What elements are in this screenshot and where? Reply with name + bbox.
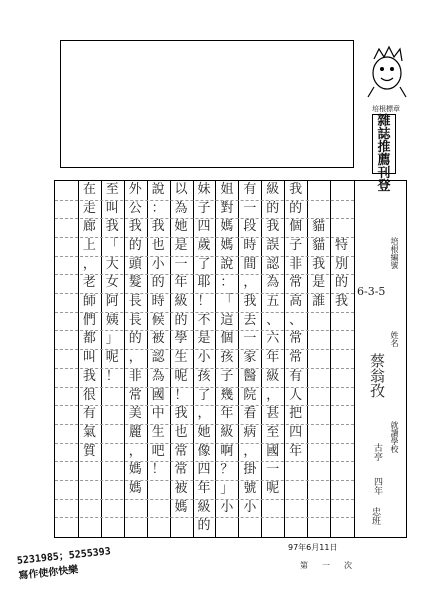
teacher-comment-box	[60, 40, 354, 168]
manuscript-char: 「	[105, 238, 119, 254]
manuscript-char: 有	[243, 182, 257, 197]
manuscript-char: 媽	[174, 499, 188, 515]
manuscript-char: 都	[82, 331, 96, 347]
manuscript-char: 國	[151, 387, 165, 403]
manuscript-char: 在	[82, 182, 96, 197]
manuscript-char: 時	[243, 238, 257, 254]
manuscript-char: ：	[220, 275, 234, 291]
manuscript-char: 、	[289, 312, 303, 328]
manuscript-char: 我	[243, 294, 257, 310]
manuscript-char: 的	[266, 200, 280, 216]
stamp-char: 推	[377, 140, 391, 155]
manuscript-char: 我	[105, 219, 119, 235]
grid-column-line	[101, 181, 102, 537]
grid-column-line	[238, 181, 239, 537]
stamp-char: 薦	[377, 153, 391, 168]
manuscript-char: 啊	[220, 443, 234, 459]
manuscript-char: 醫	[243, 368, 257, 384]
manuscript-char: 呢	[105, 350, 119, 366]
manuscript-char: 常	[289, 350, 303, 366]
manuscript-char: 常	[289, 331, 303, 347]
manuscript-char: 、	[266, 312, 280, 328]
recommend-stamp	[372, 114, 396, 194]
manuscript-char: 媽	[220, 219, 234, 235]
manuscript-char: 年	[220, 406, 234, 422]
manuscript-char: 幾	[220, 387, 234, 403]
manuscript-char: 姨	[105, 312, 119, 328]
stamp-slogan: 寫作使你快樂	[17, 564, 79, 582]
manuscript-char: 很	[82, 387, 96, 403]
grade-value: 四年	[372, 477, 382, 495]
manuscript-char: 了	[197, 256, 211, 272]
manuscript-char: 吧	[151, 443, 165, 459]
manuscript-char: ，	[128, 350, 142, 366]
manuscript-char: 小	[151, 256, 165, 272]
manuscript-char: 叫	[105, 200, 119, 216]
manuscript-char: 病	[243, 424, 257, 440]
manuscript-char: ，	[82, 256, 96, 272]
manuscript-char: 四	[289, 424, 303, 440]
manuscript-char: 常	[174, 462, 188, 478]
manuscript-char: 走	[82, 200, 96, 216]
manuscript-char: 一	[243, 331, 257, 347]
manuscript-char: 師	[82, 294, 96, 310]
manuscript-char: 別	[335, 256, 349, 272]
manuscript-char: 長	[128, 294, 142, 310]
contact-stamp	[16, 536, 168, 582]
manuscript-char: 為	[174, 200, 188, 216]
manuscript-char: 常	[174, 443, 188, 459]
manuscript-char: 媽	[128, 462, 142, 478]
manuscript-char: ，	[128, 443, 142, 459]
manuscript-char: 像	[197, 443, 211, 459]
school-value: 古亭	[372, 443, 382, 461]
grid-column-line	[147, 181, 148, 537]
manuscript-char: 媽	[128, 480, 142, 496]
manuscript-char: 個	[289, 219, 303, 235]
manuscript-char: 常	[289, 275, 303, 291]
manuscript-char: 不	[197, 312, 211, 328]
manuscript-char: 五	[266, 294, 280, 310]
manuscript-char: 公	[128, 200, 142, 216]
manuscript-char: 的	[335, 275, 349, 291]
manuscript-char: 叫	[82, 350, 96, 366]
manuscript-char: 了	[197, 387, 211, 403]
manuscript-char: 姐	[220, 182, 234, 197]
manuscript-char: 家	[243, 350, 257, 366]
manuscript-char: 的	[197, 518, 211, 534]
manuscript-char: 非	[289, 256, 303, 272]
manuscript-char: 常	[128, 387, 142, 403]
manuscript-char: 也	[151, 238, 165, 254]
manuscript-char: 年	[197, 480, 211, 496]
manuscript-char: 我	[266, 219, 280, 235]
manuscript-char: 對	[220, 200, 234, 216]
manuscript-char: 女	[105, 275, 119, 291]
class-value: 忠班	[370, 507, 380, 525]
manuscript-char: 美	[128, 406, 142, 422]
manuscript-char: 至	[266, 424, 280, 440]
manuscript-char: 國	[266, 443, 280, 459]
stamp-number: 5231985；5255393	[16, 546, 112, 567]
manuscript-char: 段	[243, 219, 257, 235]
manuscript-char: 也	[174, 424, 188, 440]
manuscript-char: 一	[174, 256, 188, 272]
stamp-title: 培根標章	[372, 105, 400, 113]
manuscript-char: 一	[266, 462, 280, 478]
manuscript-char: 級	[220, 424, 234, 440]
manuscript-char: 貓	[312, 219, 326, 235]
manuscript-char: 孩	[197, 368, 211, 384]
manuscript-char: 個	[220, 331, 234, 347]
manuscript-char: 質	[82, 443, 96, 459]
grid-column-line	[261, 181, 262, 537]
manuscript-char: 」	[220, 480, 234, 496]
manuscript-char: 甚	[266, 406, 280, 422]
manuscript-char: 外	[128, 182, 142, 197]
manuscript-char: ！	[174, 387, 188, 403]
grid-column-line	[215, 181, 216, 537]
manuscript-char: 說	[151, 182, 165, 197]
manuscript-char: 貓	[312, 238, 326, 254]
grid-column-line	[78, 181, 79, 537]
manuscript-char: 我	[312, 256, 326, 272]
manuscript-char: ，	[197, 406, 211, 422]
grid-column-line	[330, 181, 331, 537]
manuscript-char: 級	[266, 368, 280, 384]
manuscript-char: 認	[266, 256, 280, 272]
manuscript-char: ！	[151, 462, 165, 478]
manuscript-char: ，	[266, 387, 280, 403]
manuscript-char: 有	[82, 406, 96, 422]
manuscript-char: 以	[174, 182, 188, 197]
manuscript-char: 年	[266, 350, 280, 366]
manuscript-char: 的	[128, 331, 142, 347]
manuscript-char: 特	[335, 238, 349, 254]
manuscript-char: 子	[220, 368, 234, 384]
manuscript-char: 小	[220, 499, 234, 515]
manuscript-char: 誰	[312, 294, 326, 310]
grid-column-line	[124, 181, 125, 537]
manuscript-char: ，	[243, 275, 257, 291]
manuscript-char: 她	[197, 424, 211, 440]
manuscript-char: 長	[128, 312, 142, 328]
manuscript-char: 小	[197, 350, 211, 366]
manuscript-char: ！	[105, 368, 119, 384]
manuscript-char: 去	[243, 312, 257, 328]
manuscript-char: 我	[151, 219, 165, 235]
manuscript-char: 級	[174, 294, 188, 310]
manuscript-char: 掛	[243, 462, 257, 478]
manuscript-char: 的	[289, 200, 303, 216]
manuscript-char: 年	[174, 275, 188, 291]
manuscript-char: 為	[151, 368, 165, 384]
manuscript-char: 小	[243, 499, 257, 515]
manuscript-char: 是	[174, 238, 188, 254]
stamp-char: 雜	[377, 114, 391, 129]
manuscript-char: 被	[151, 331, 165, 347]
manuscript-char: 生	[151, 424, 165, 440]
manuscript-char: 四	[197, 219, 211, 235]
manuscript-char: 號	[243, 480, 257, 496]
name-value: 蔡翁孜	[368, 353, 386, 398]
manuscript-char: 大	[105, 256, 119, 272]
stamp-char: 登	[377, 179, 391, 194]
manuscript-char: 生	[174, 350, 188, 366]
manuscript-char: 麗	[128, 424, 142, 440]
manuscript-char: 把	[289, 406, 303, 422]
manuscript-char: 四	[197, 462, 211, 478]
mascot-icon	[362, 35, 412, 103]
manuscript-char: 呢	[174, 368, 188, 384]
manuscript-char: 們	[82, 312, 96, 328]
page-label: 第一次	[300, 561, 366, 570]
manuscript-char: 我	[128, 219, 142, 235]
manuscript-char: 耶	[197, 275, 211, 291]
manuscript-char: 子	[289, 238, 303, 254]
manuscript-char: 至	[105, 182, 119, 197]
number-value: 6-3-5	[357, 285, 386, 298]
manuscript-char: 級	[197, 499, 211, 515]
manuscript-char: 人	[289, 387, 303, 403]
manuscript-char: 候	[151, 312, 165, 328]
manuscript-char: 呢	[266, 480, 280, 496]
manuscript-char: 高	[289, 294, 303, 310]
manuscript-char: 被	[174, 480, 188, 496]
manuscript-char: 孩	[220, 350, 234, 366]
manuscript-char: 的	[174, 312, 188, 328]
manuscript-char: 六	[266, 331, 280, 347]
manuscript-char: 級	[266, 182, 280, 197]
manuscript-char: 的	[151, 275, 165, 291]
student-info-panel	[355, 180, 407, 538]
manuscript-grid	[54, 180, 355, 538]
number-label: 培根編號	[390, 237, 399, 269]
manuscript-char: 一	[243, 200, 257, 216]
manuscript-char: ，	[243, 443, 257, 459]
manuscript-char: 妹	[197, 182, 211, 197]
stamp-char: 刊	[377, 166, 391, 181]
manuscript-char: 間	[243, 256, 257, 272]
manuscript-char: 時	[151, 294, 165, 310]
grid-column-line	[170, 181, 171, 537]
manuscript-char: 學	[174, 331, 188, 347]
manuscript-char: ？	[220, 462, 234, 478]
manuscript-char: 媽	[220, 238, 234, 254]
manuscript-char: 老	[82, 275, 96, 291]
manuscript-char: 「	[220, 294, 234, 310]
school-label: 就讀學校	[390, 421, 399, 453]
manuscript-char: 非	[128, 368, 142, 384]
manuscript-char: 中	[151, 406, 165, 422]
manuscript-char: 院	[243, 387, 257, 403]
name-label: 姓名	[390, 331, 399, 347]
manuscript-char: 為	[266, 275, 280, 291]
manuscript-char: 髮	[128, 275, 142, 291]
manuscript-char: 我	[335, 294, 349, 310]
manuscript-char: 我	[289, 182, 303, 197]
manuscript-char: 頭	[128, 256, 142, 272]
grid-column-line	[284, 181, 285, 537]
manuscript-char: 上	[82, 238, 96, 254]
manuscript-char: 是	[197, 331, 211, 347]
manuscript-char: 廊	[82, 219, 96, 235]
manuscript-char: 這	[220, 312, 234, 328]
manuscript-char: 我	[174, 406, 188, 422]
manuscript-char: ：	[151, 200, 165, 216]
manuscript-char: 有	[289, 368, 303, 384]
manuscript-char: 阿	[105, 294, 119, 310]
manuscript-char: 的	[128, 238, 142, 254]
manuscript-char: 我	[82, 368, 96, 384]
date-text: 97年6月11日	[288, 543, 338, 552]
manuscript-char: 氣	[82, 424, 96, 440]
manuscript-char: 說	[220, 256, 234, 272]
manuscript-char: 看	[243, 406, 257, 422]
manuscript-char: 」	[105, 331, 119, 347]
manuscript-char: 是	[312, 275, 326, 291]
manuscript-char: 誤	[266, 238, 280, 254]
manuscript-char: 她	[174, 219, 188, 235]
manuscript-char: 子	[197, 200, 211, 216]
grid-column-line	[193, 181, 194, 537]
manuscript-char: 認	[151, 350, 165, 366]
manuscript-char: ！	[197, 294, 211, 310]
stamp-char: 誌	[377, 127, 391, 142]
manuscript-char: 歲	[197, 238, 211, 254]
grid-column-line	[307, 181, 308, 537]
manuscript-char: 年	[289, 443, 303, 459]
